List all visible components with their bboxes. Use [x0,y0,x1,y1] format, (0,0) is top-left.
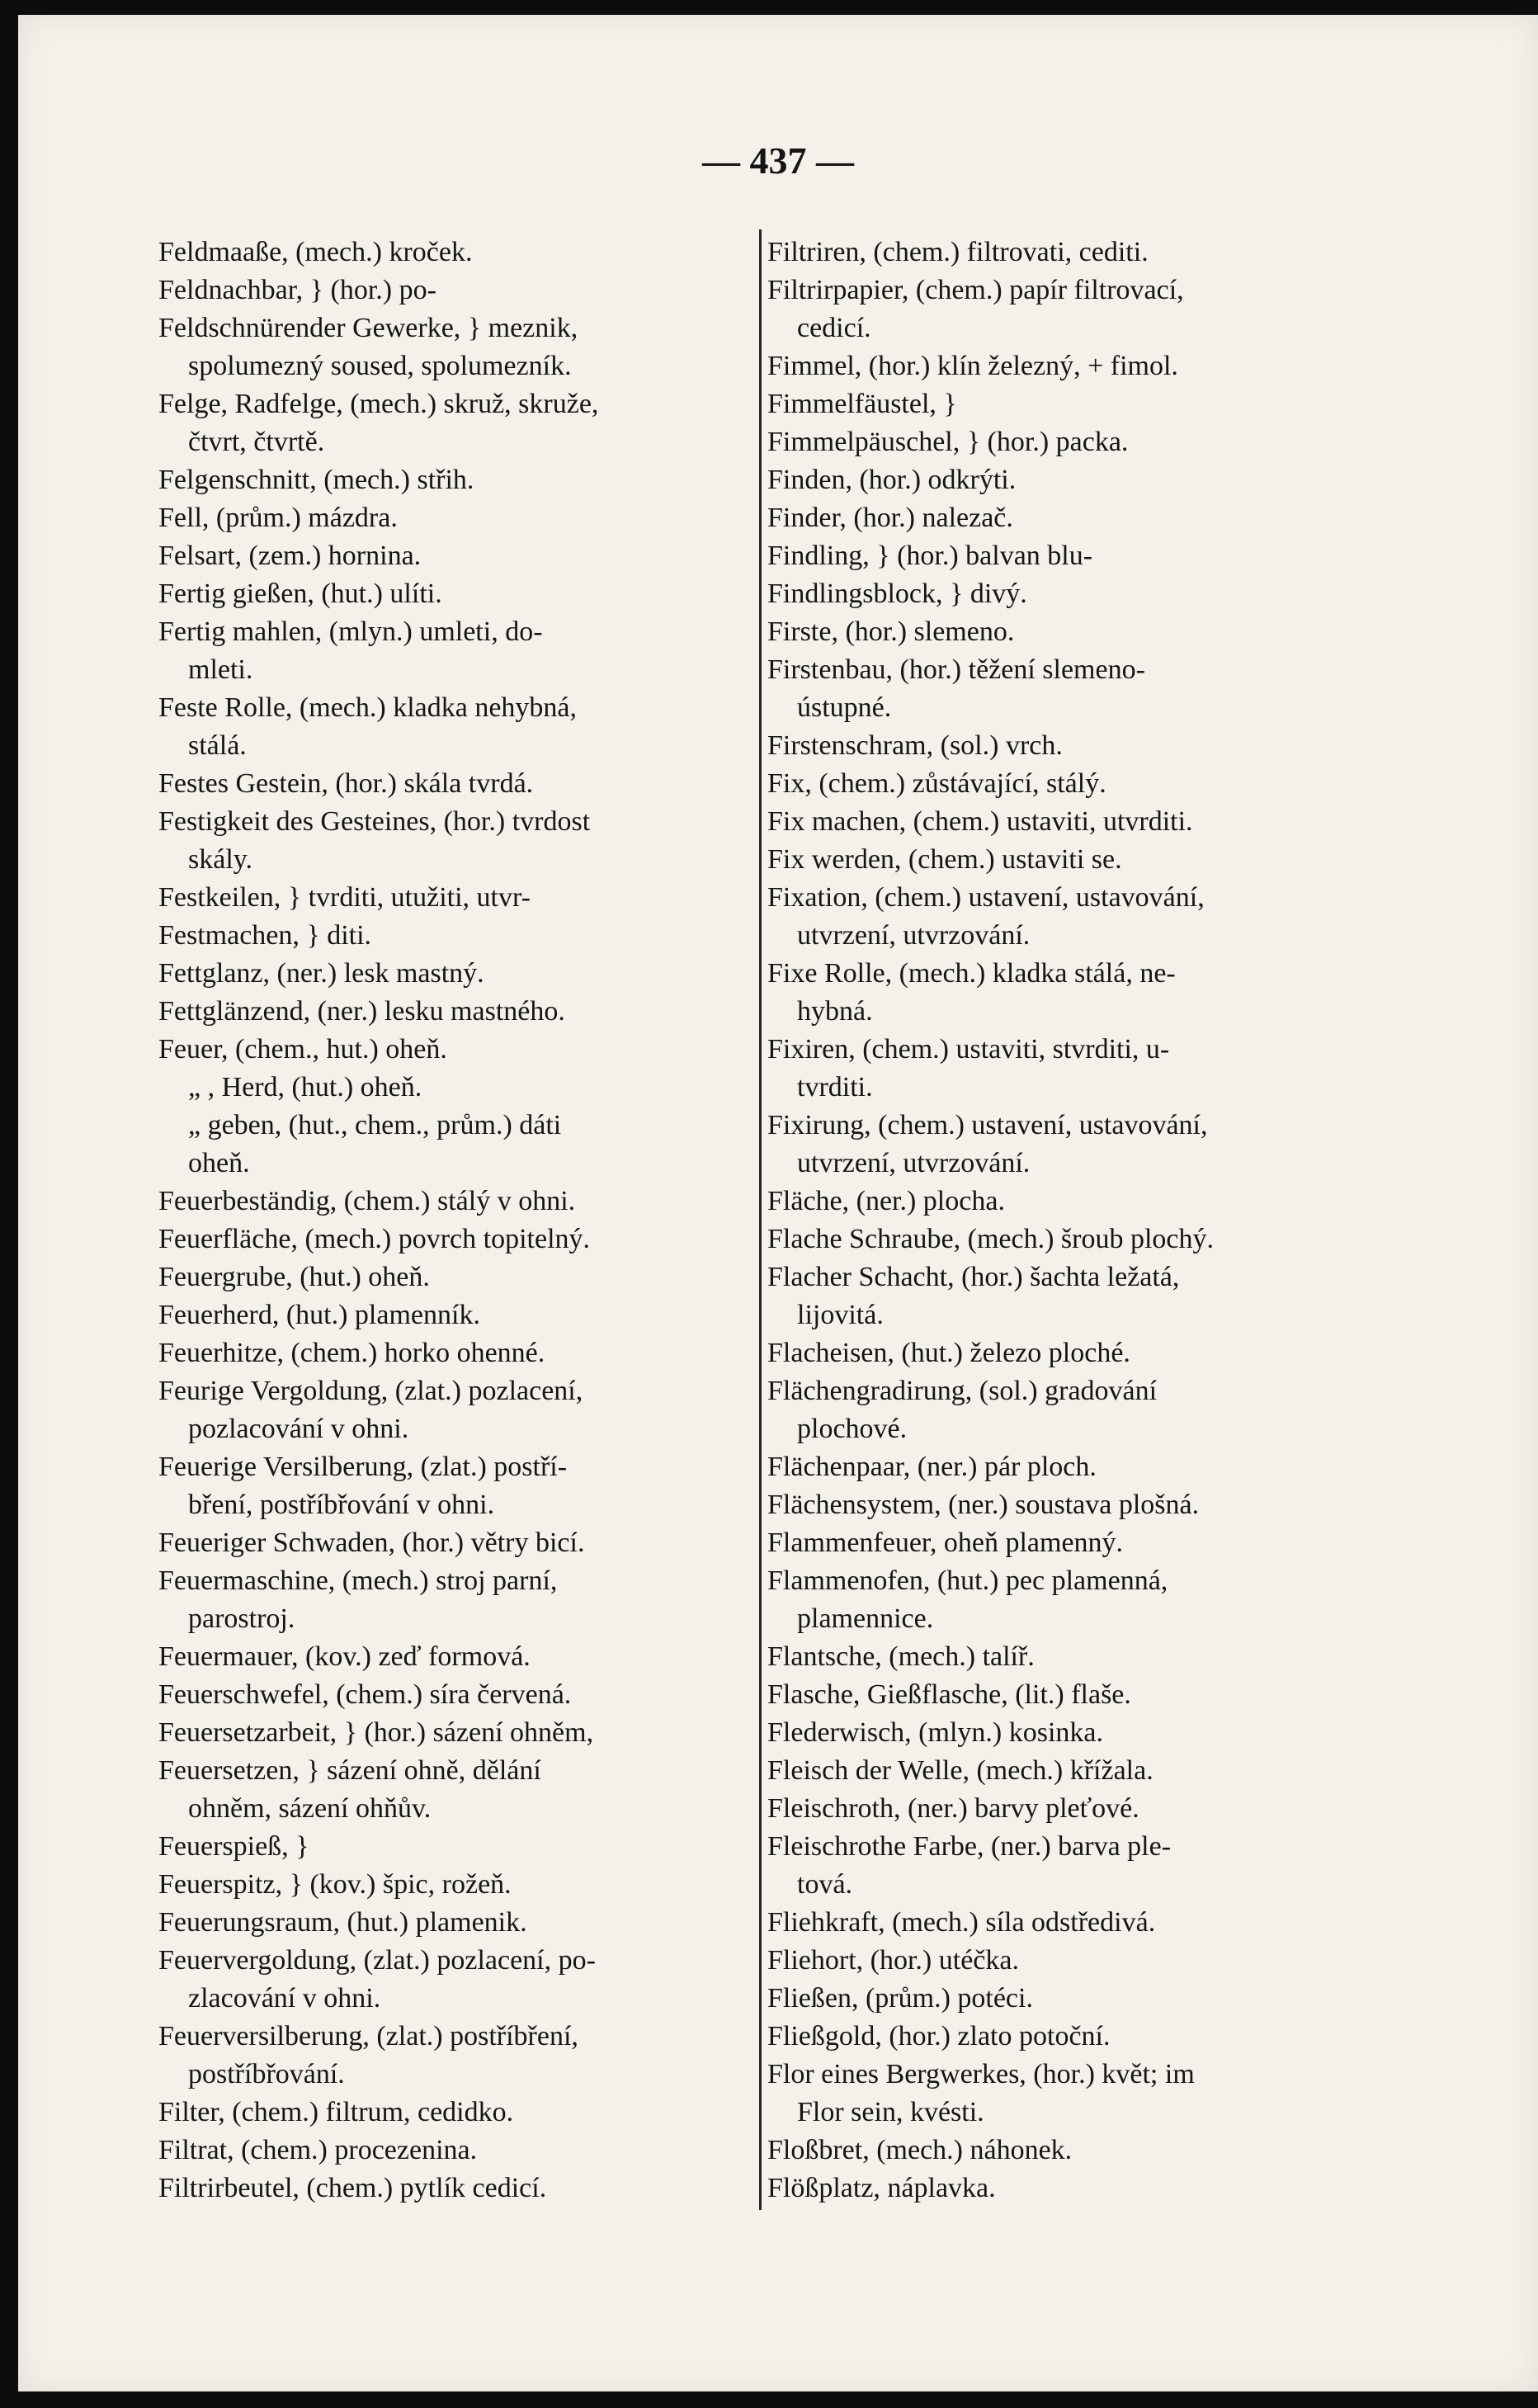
dictionary-entry: Firste, (hor.) slemeno. [767,616,1015,647]
dictionary-entry: Fixiren, (chem.) ustaviti, stvrditi, u- [767,1034,1170,1065]
dictionary-entry: Fimmelfäustel, } [767,389,957,419]
dictionary-entry: Feuerige Versilberung, (zlat.) postří- [158,1452,568,1482]
dictionary-entry: Feuerbeständig, (chem.) stálý v ohni. [158,1186,576,1216]
dictionary-entry-continuation: zlacování v ohni. [188,1983,381,2014]
dictionary-entry-continuation: ohněm, sázení ohňův. [188,1793,432,1824]
dictionary-entry: Feuerfläche, (mech.) povrch topitelný. [158,1224,591,1254]
column-divider [759,229,762,2210]
dictionary-entry-continuation: tvrditi. [797,1072,873,1102]
dictionary-entry-continuation: spolumezný soused, spolumezník. [188,351,572,381]
dictionary-entry: Feuerhitze, (chem.) horko ohenné. [158,1338,545,1368]
dictionary-entry: Feuerungsraum, (hut.) plamenik. [158,1907,527,1938]
dictionary-entry: Flammenofen, (hut.) pec plamenná, [767,1565,1168,1596]
dictionary-entry: Findlingsblock, } divý. [767,578,1027,609]
dictionary-entry-continuation: bření, postříbřování v ohni. [188,1490,495,1520]
dictionary-entry: Festkeilen, } tvrditi, utužiti, utvr- [158,882,531,913]
dictionary-entry: Fertig gießen, (hut.) ulíti. [158,578,442,609]
dictionary-entry: Filtriren, (chem.) filtrovati, cediti. [767,237,1149,267]
dictionary-entry-continuation: čtvrt, čtvrtě. [188,427,325,457]
dictionary-entry: Flor eines Bergwerkes, (hor.) květ; im [767,2059,1195,2089]
dictionary-entry: Feuersetzarbeit, } (hor.) sázení ohněm, [158,1717,594,1748]
dictionary-entry: Flammenfeuer, oheň plamenný. [767,1527,1124,1558]
dictionary-entry: Fleischrothe Farbe, (ner.) barva ple- [767,1831,1172,1862]
dictionary-entry: Feuerschwefel, (chem.) síra červená. [158,1679,572,1710]
dictionary-entry: Filter, (chem.) filtrum, cedidko. [158,2097,514,2127]
dictionary-entry: Flache Schraube, (mech.) šroub plochý. [767,1224,1214,1254]
dictionary-entry: Flächengradirung, (sol.) gradování [767,1376,1158,1406]
dictionary-entry: Fixe Rolle, (mech.) kladka stálá, ne- [767,958,1176,989]
dictionary-entry: Flächensystem, (ner.) soustava plošná. [767,1490,1200,1520]
right-column [767,234,1328,2207]
dictionary-entry: Feuerspieß, } [158,1831,309,1862]
dictionary-entry-continuation: hybná. [797,996,873,1027]
dictionary-entry: Fix machen, (chem.) ustaviti, utvrditi. [767,806,1193,837]
dictionary-entry: Feuermauer, (kov.) zeď formová. [158,1641,531,1672]
dictionary-entry: Feueriger Schwaden, (hor.) větry bicí. [158,1527,585,1558]
dictionary-entry: Fertig mahlen, (mlyn.) umleti, do- [158,616,543,647]
dictionary-entry: Feuer, (chem., hut.) oheň. [158,1034,447,1065]
dictionary-entry: Feuerspitz, } (kov.) špic, rožeň. [158,1869,512,1900]
dictionary-entry: Findling, } (hor.) balvan blu- [767,541,1093,571]
dictionary-entry: Feldnachbar, } (hor.) po- [158,275,436,305]
dictionary-entry-continuation: ústupné. [797,692,892,723]
dictionary-entry: Fettglanz, (ner.) lesk mastný. [158,958,484,989]
dictionary-entry-continuation: pozlacování v ohni. [188,1414,409,1444]
dictionary-entry-continuation: plochové. [797,1414,908,1444]
dictionary-entry-continuation: plamennice. [797,1603,934,1634]
dictionary-entry-continuation: lijovitá. [797,1300,884,1330]
dictionary-entry: Feldmaaße, (mech.) kroček. [158,237,473,267]
dictionary-entry-continuation: cedicí. [797,313,871,343]
dictionary-entry: Fließgold, (hor.) zlato potoční. [767,2021,1111,2052]
left-column [158,234,746,2207]
dictionary-entry: Flantsche, (mech.) talíř. [767,1641,1035,1672]
dictionary-entry: Floßbret, (mech.) náhonek. [767,2135,1073,2165]
dictionary-entry: Filtrirpapier, (chem.) papír filtrovací, [767,275,1184,305]
dictionary-entry: Feuergrube, (hut.) oheň. [158,1262,430,1292]
dictionary-entry: Firstenschram, (sol.) vrch. [767,730,1063,761]
dictionary-entry: Finder, (hor.) nalezač. [767,503,1013,533]
dictionary-entry: Felsart, (zem.) hornina. [158,541,422,571]
dictionary-entry-continuation: utvrzení, utvrzování. [797,1148,1031,1178]
dictionary-entry: Felgenschnitt, (mech.) střih. [158,465,474,495]
dictionary-entry: Fliehkraft, (mech.) síla odstředivá. [767,1907,1156,1938]
dictionary-entry: Fleischroth, (ner.) barvy pleťové. [767,1793,1139,1824]
dictionary-entry: Feuerversilberung, (zlat.) postříbření, [158,2021,578,2052]
dictionary-entry: Flasche, Gießflasche, (lit.) flaše. [767,1679,1131,1710]
dictionary-entry: Fix, (chem.) zůstávající, stálý. [767,768,1106,799]
dictionary-entry: Fimmelpäuschel, } (hor.) packa. [767,427,1129,457]
dictionary-entry: Festmachen, } diti. [158,920,372,951]
dictionary-entry: Flacher Schacht, (hor.) šachta ležatá, [767,1262,1180,1292]
dictionary-entry-continuation: parostroj. [188,1603,295,1634]
dictionary-entry: Fleisch der Welle, (mech.) křížala. [767,1755,1154,1786]
dictionary-entry: Feuerherd, (hut.) plamenník. [158,1300,480,1330]
dictionary-entry: Filtrirbeutel, (chem.) pytlík cedicí. [158,2173,547,2203]
dictionary-entry: Flößplatz, náplavka. [767,2173,996,2203]
dictionary-entry: Finden, (hor.) odkrýti. [767,465,1017,495]
dictionary-entry-continuation: skály. [188,844,253,875]
dictionary-entry: Filtrat, (chem.) procezenina. [158,2135,478,2165]
dictionary-page [18,15,1538,2391]
dictionary-entry: Fettglänzend, (ner.) lesku mastného. [158,996,565,1027]
dictionary-entry-continuation: Flor sein, kvésti. [797,2097,984,2127]
dictionary-entry: Festes Gestein, (hor.) skála tvrdá. [158,768,534,799]
dictionary-entry: Felge, Radfelge, (mech.) skruž, skruže, [158,389,599,419]
dictionary-entry-continuation: postříbřování. [188,2059,345,2089]
dictionary-entry: Fliehort, (hor.) utéčka. [767,1945,1019,1976]
page-number: — 437 — [702,139,854,182]
dictionary-entry-continuation: tová. [797,1869,853,1900]
dictionary-entry: Festigkeit des Gesteines, (hor.) tvrdost [158,806,591,837]
dictionary-entry: Flacheisen, (hut.) železo ploché. [767,1338,1130,1368]
dictionary-entry-continuation: „ , Herd, (hut.) oheň. [188,1072,422,1102]
dictionary-entry: Feste Rolle, (mech.) kladka nehybná, [158,692,578,723]
dictionary-entry-continuation: stálá. [188,730,247,761]
dictionary-entry: Fix werden, (chem.) ustaviti se. [767,844,1122,875]
dictionary-entry: Fließen, (prům.) potéci. [767,1983,1033,2014]
dictionary-entry: Flächenpaar, (ner.) pár ploch. [767,1452,1097,1482]
dictionary-entry-continuation: mleti. [188,654,253,685]
dictionary-entry: Fixirung, (chem.) ustavení, ustavování, [767,1110,1208,1140]
dictionary-entry: Fläche, (ner.) plocha. [767,1186,1005,1216]
dictionary-entry: Fell, (prům.) mázdra. [158,503,398,533]
dictionary-entry: Feurige Vergoldung, (zlat.) pozlacení, [158,1376,583,1406]
dictionary-entry: Firstenbau, (hor.) těžení slemeno- [767,654,1145,685]
dictionary-entry: Feldschnürender Gewerke, } meznik, [158,313,578,343]
dictionary-entry-continuation: „ geben, (hut., chem., prům.) dáti [188,1110,562,1140]
dictionary-entry: Flederwisch, (mlyn.) kosinka. [767,1717,1103,1748]
dictionary-entry: Fimmel, (hor.) klín železný, + fimol. [767,351,1178,381]
dictionary-entry: Feuersetzen, } sázení ohně, dělání [158,1755,541,1786]
dictionary-entry: Feuervergoldung, (zlat.) pozlacení, po- [158,1945,596,1976]
dictionary-entry-continuation: utvrzení, utvrzování. [797,920,1031,951]
dictionary-entry: Fixation, (chem.) ustavení, ustavování, [767,882,1205,913]
dictionary-entry: Feuermaschine, (mech.) stroj parní, [158,1565,558,1596]
dictionary-entry-continuation: oheň. [188,1148,250,1178]
